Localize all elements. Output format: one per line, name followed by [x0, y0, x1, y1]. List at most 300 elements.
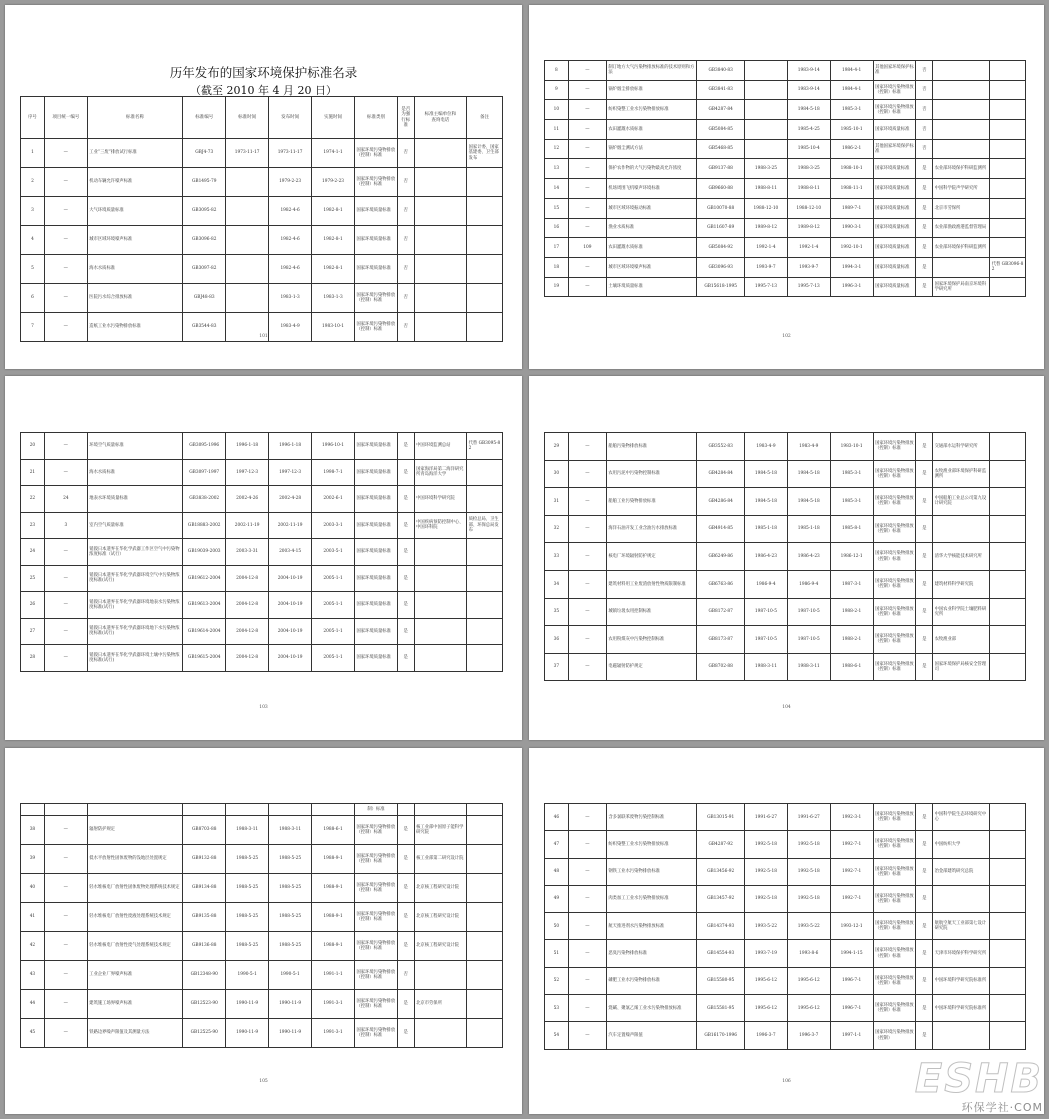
- publish-date-cell: 1988-5-25: [269, 932, 312, 961]
- is-mandatory-cell: 是: [916, 967, 933, 994]
- editor-unit-cell: [414, 565, 466, 592]
- is-mandatory-cell: 是: [916, 218, 933, 238]
- editor-unit-cell: 北京核工程研究设计院: [414, 874, 466, 903]
- standard-category-cell: 国家环境污染物排放（控制）标准: [355, 168, 398, 197]
- is-mandatory-cell: 是: [916, 238, 933, 258]
- publish-date-cell: 2004-10-19: [269, 645, 312, 672]
- row-number-cell: 48: [545, 858, 569, 885]
- remarks-cell: 代替 GB3096-82: [990, 257, 1026, 277]
- effective-date-cell: 1982-8-1: [312, 255, 355, 284]
- is-mandatory-cell: 否: [397, 961, 414, 990]
- project-id-cell: —: [568, 913, 606, 940]
- standard-date-cell: 1988-8-11: [744, 179, 787, 199]
- standard-date-cell: 2004-12-8: [226, 645, 269, 672]
- remarks-cell: [467, 486, 503, 513]
- remarks-cell: [990, 460, 1026, 488]
- row-number-cell: 31: [545, 488, 569, 516]
- is-mandatory-cell: 是: [916, 460, 933, 488]
- is-mandatory-cell: 是: [916, 995, 933, 1022]
- standard-date-cell: 2002-11-19: [226, 512, 269, 539]
- is-mandatory-cell: 是: [397, 592, 414, 619]
- standard-name-cell: 纺织染整工业水污染物排放标准: [606, 100, 696, 120]
- table-row: [545, 995, 1026, 1022]
- standard-name-cell: 锅炉烟尘排放标准: [606, 80, 696, 100]
- standard-code-cell: GB13457-92: [697, 885, 745, 912]
- header-cell: [414, 97, 466, 139]
- standard-category-cell: 国家环境质量标准: [355, 512, 398, 539]
- standard-code-cell: GB6249-86: [697, 543, 745, 571]
- editor-unit-cell: [414, 961, 466, 990]
- is-mandatory-cell: 否: [397, 139, 414, 168]
- project-id-cell: —: [568, 1022, 606, 1049]
- row-number-cell: 46: [545, 804, 569, 831]
- standard-code-cell: GB9132-88: [183, 845, 226, 874]
- remarks-cell: [990, 80, 1026, 100]
- standard-category-cell: 国家环境质量标准: [355, 459, 398, 486]
- effective-date-cell: 2003-5-1: [312, 539, 355, 566]
- standard-category-cell: 国家环境质量标准: [873, 159, 916, 179]
- continued-cell: [21, 804, 45, 816]
- standard-code-cell: GBJ48-83: [183, 284, 226, 313]
- header-cell: 发布时间: [269, 97, 312, 139]
- standard-name-cell: 磷肥工业水污染物排放标准: [606, 967, 696, 994]
- row-number-cell: 17: [545, 238, 569, 258]
- standard-category-cell: 国家环境污染物排放（控制）标准: [355, 313, 398, 342]
- standard-name-cell: 农用粉煤灰中污染物控制标准: [606, 626, 696, 654]
- project-id-cell: —: [44, 645, 87, 672]
- publish-date-cell: 1973-11-17: [269, 139, 312, 168]
- standard-name-cell: 机场周围飞机噪声环境标准: [606, 179, 696, 199]
- publish-date-cell: 1983-9-14: [787, 80, 830, 100]
- row-number-cell: 45: [21, 1019, 45, 1048]
- editor-unit-cell: 北京核工程研究设计院: [414, 932, 466, 961]
- is-mandatory-cell: 否: [397, 226, 414, 255]
- publish-date-cell: 1986-4-23: [787, 543, 830, 571]
- is-mandatory-cell: 是: [916, 831, 933, 858]
- project-id-cell: 109: [568, 238, 606, 258]
- effective-date-cell: 1994-3-1: [830, 257, 873, 277]
- is-mandatory-cell: 否: [916, 139, 933, 159]
- effective-date-cell: 2005-1-1: [312, 618, 355, 645]
- page-105: [5, 748, 522, 1114]
- standards-table: [544, 60, 1026, 297]
- standard-name-cell: 轻水堆核电厂放射性废液处理系统技术规定: [87, 903, 182, 932]
- standard-name-cell: 钢铁工业水污染物排放标准: [606, 858, 696, 885]
- publish-date-cell: 1988-3-11: [269, 816, 312, 845]
- header-cell: 标准类别: [355, 97, 398, 139]
- standard-date-cell: 1997-12-3: [226, 459, 269, 486]
- row-number-cell: 8: [545, 61, 569, 81]
- standard-date-cell: 1986-4-23: [744, 543, 787, 571]
- row-number-cell: 6: [21, 284, 45, 313]
- header-line: 查询电话: [431, 117, 450, 123]
- standard-code-cell: GB3095-1996: [183, 433, 226, 460]
- standard-category-cell: 国家环境污染物排放（控制）标准: [873, 543, 916, 571]
- project-id-cell: —: [44, 168, 87, 197]
- is-mandatory-cell: 否: [916, 100, 933, 120]
- watermark-text: 环保学社·COM: [961, 1101, 1043, 1114]
- row-number-cell: 42: [21, 932, 45, 961]
- standard-name-cell: 销毁日本遗弃在华化学武器环境地表水污染物浓度标准(试行): [87, 592, 182, 619]
- remarks-cell: [467, 1019, 503, 1048]
- editor-unit-cell: [933, 100, 990, 120]
- table-row: [545, 100, 1026, 120]
- project-id-cell: —: [44, 874, 87, 903]
- effective-date-cell: 1988-6-1: [312, 816, 355, 845]
- effective-date-cell: 1988-6-1: [830, 653, 873, 681]
- table-row: [545, 218, 1026, 238]
- standard-name-cell: 建筑施工场界噪声标准: [87, 990, 182, 1019]
- project-id-cell: —: [44, 226, 87, 255]
- standard-category-cell: 国家环境污染物排放（控制）标准: [355, 874, 398, 903]
- standard-date-cell: [226, 284, 269, 313]
- project-id-cell: —: [44, 139, 87, 168]
- standard-code-cell: GB3097-82: [183, 255, 226, 284]
- row-number-cell: 54: [545, 1022, 569, 1049]
- is-mandatory-cell: 是: [397, 618, 414, 645]
- publish-date-cell: 1989-8-12: [787, 218, 830, 238]
- standard-code-cell: GB15581-95: [697, 995, 745, 1022]
- header-line: 标准主编单位和: [424, 112, 457, 118]
- table-row: [545, 80, 1026, 100]
- remarks-cell: [990, 198, 1026, 218]
- standard-code-cell: GB8703-88: [183, 816, 226, 845]
- standards-table: [544, 803, 1026, 1050]
- remarks-cell: 质检总局、卫生部、环保总局发布: [467, 512, 503, 539]
- continued-cell: 制）标准: [355, 804, 398, 816]
- table-row: [21, 592, 503, 619]
- standard-code-cell: GB6763-86: [697, 570, 745, 598]
- effective-date-cell: 1994-1-15: [830, 940, 873, 967]
- standard-name-cell: 渔业水质标准: [606, 218, 696, 238]
- effective-date-cell: 2003-3-1: [312, 512, 355, 539]
- standard-name-cell: 铁路边界噪声限值及其测量方法: [87, 1019, 182, 1048]
- publish-date-cell: 1996-3-7: [787, 1022, 830, 1049]
- standard-name-cell: 销毁日本遗弃在华化学武器环境空气中污染物浓度标准(试行): [87, 565, 182, 592]
- editor-unit-cell: 清华大学核能技术研究所: [933, 543, 990, 571]
- standard-date-cell: 1995-6-12: [744, 967, 787, 994]
- row-number-cell: 5: [21, 255, 45, 284]
- effective-date-cell: 1997-1-1: [830, 1022, 873, 1049]
- table-row: [545, 967, 1026, 994]
- project-id-cell: —: [44, 903, 87, 932]
- row-number-cell: 3: [21, 197, 45, 226]
- project-id-cell: —: [568, 460, 606, 488]
- is-mandatory-cell: 是: [916, 159, 933, 179]
- table-row: [21, 903, 503, 932]
- standard-code-cell: GB19613-2004: [183, 592, 226, 619]
- effective-date-cell: 1985-3-1: [830, 488, 873, 516]
- editor-unit-cell: 国家海洋局第二海洋研究所青岛海洋大学: [414, 459, 466, 486]
- standard-code-cell: GB15580-95: [697, 967, 745, 994]
- publish-date-cell: 1985-1-18: [787, 515, 830, 543]
- page-number: 101: [259, 334, 268, 339]
- table-header-row: [21, 97, 503, 139]
- standard-name-cell: 烧碱、聚氯乙烯工业水污染物排放标准: [606, 995, 696, 1022]
- effective-date-cell: 1989-7-1: [830, 198, 873, 218]
- table-row: [545, 1022, 1026, 1049]
- standard-category-cell: 其他国家环境保护标准: [873, 139, 916, 159]
- standard-date-cell: 1991-6-27: [744, 804, 787, 831]
- is-mandatory-cell: 是: [397, 903, 414, 932]
- table-row: [545, 277, 1026, 297]
- publish-date-cell: 1995-7-13: [787, 277, 830, 297]
- row-number-cell: 7: [21, 313, 45, 342]
- row-number-cell: 20: [21, 433, 45, 460]
- table-row: [21, 645, 503, 672]
- table-row: [545, 598, 1026, 626]
- remarks-cell: [990, 940, 1026, 967]
- standard-date-cell: 1995-7-13: [744, 277, 787, 297]
- standard-name-cell: 汽车定置噪声限值: [606, 1022, 696, 1049]
- standard-name-cell: 海洋石油开发工业含油污水排放标准: [606, 515, 696, 543]
- is-mandatory-cell: 是: [916, 257, 933, 277]
- row-number-cell: 2: [21, 168, 45, 197]
- standard-code-cell: GB9136-88: [183, 932, 226, 961]
- continued-cell: [312, 804, 355, 816]
- standard-name-cell: 核电厂环境辐射防护规定: [606, 543, 696, 571]
- is-mandatory-cell: 否: [397, 255, 414, 284]
- project-id-cell: —: [568, 804, 606, 831]
- publish-date-cell: 1983-4-9: [787, 433, 830, 461]
- effective-date-cell: 1985-10-1: [830, 120, 873, 140]
- standards-table: [20, 432, 503, 672]
- row-number-cell: 19: [545, 277, 569, 297]
- effective-date-cell: 1983-1-3: [312, 284, 355, 313]
- header-cell: 是否为强行标准: [397, 97, 414, 139]
- publish-date-cell: 1987-10-5: [787, 598, 830, 626]
- table-row: [21, 139, 503, 168]
- project-id-cell: —: [44, 459, 87, 486]
- table-row: [545, 139, 1026, 159]
- row-number-cell: 43: [21, 961, 45, 990]
- remarks-cell: [467, 903, 503, 932]
- effective-date-cell: 1979-2-23: [312, 168, 355, 197]
- effective-date-cell: 1984-4-1: [830, 80, 873, 100]
- standard-code-cell: GB5084-85: [697, 120, 745, 140]
- row-number-cell: 15: [545, 198, 569, 218]
- is-mandatory-cell: 是: [916, 940, 933, 967]
- effective-date-cell: 1986-2-1: [830, 139, 873, 159]
- standard-code-cell: GB5468-85: [697, 139, 745, 159]
- publish-date-cell: 1986-9-4: [787, 570, 830, 598]
- publish-date-cell: 1988-12-10: [787, 198, 830, 218]
- standard-date-cell: 1990-5-1: [226, 961, 269, 990]
- row-number-cell: 24: [21, 539, 45, 566]
- effective-date-cell: 2005-1-1: [312, 592, 355, 619]
- standards-table: [544, 432, 1026, 681]
- standard-category-cell: 国家环境质量标准: [355, 255, 398, 284]
- row-number-cell: 25: [21, 565, 45, 592]
- row-number-cell: 27: [21, 618, 45, 645]
- standard-date-cell: 1996-1-18: [226, 433, 269, 460]
- table-row: [21, 459, 503, 486]
- standard-code-cell: GB3096-93: [697, 257, 745, 277]
- standard-name-cell: 农田灌溉水质标准: [606, 120, 696, 140]
- standard-name-cell: 辐射防护规定: [87, 816, 182, 845]
- standard-date-cell: [226, 168, 269, 197]
- table-row: [545, 238, 1026, 258]
- project-id-cell: —: [44, 313, 87, 342]
- standard-category-cell: 国家环境质量标准: [873, 179, 916, 199]
- watermark-logo: ESHB: [914, 1056, 1043, 1102]
- row-number-cell: 10: [545, 100, 569, 120]
- project-id-cell: —: [568, 100, 606, 120]
- standard-category-cell: 国家环境污染物排放（控制）标准: [873, 831, 916, 858]
- standard-category-cell: 国家环境污染物排放（控制）标准: [873, 967, 916, 994]
- row-number-cell: 30: [545, 460, 569, 488]
- is-mandatory-cell: 是: [397, 565, 414, 592]
- remarks-cell: [990, 858, 1026, 885]
- editor-unit-cell: 核工业部中国原子能科学研究院: [414, 816, 466, 845]
- table-row: [21, 539, 503, 566]
- standard-code-cell: GB4286-84: [697, 488, 745, 516]
- standard-date-cell: 1996-3-7: [744, 1022, 787, 1049]
- standard-name-cell: 城镇垃圾农用控制标准: [606, 598, 696, 626]
- standard-code-cell: GB4284-84: [697, 460, 745, 488]
- editor-unit-cell: [414, 1019, 466, 1048]
- standard-category-cell: 国家环境污染物排放（控制）标准: [355, 1019, 398, 1048]
- standard-date-cell: 1984-5-18: [744, 460, 787, 488]
- publish-date-cell: 1983-1-3: [269, 284, 312, 313]
- row-number-cell: 16: [545, 218, 569, 238]
- standard-code-cell: GB3095-82: [183, 197, 226, 226]
- editor-unit-cell: [414, 645, 466, 672]
- editor-unit-cell: 国家环境保护局南京环境科学研究所: [933, 277, 990, 297]
- project-id-cell: —: [44, 816, 87, 845]
- standard-code-cell: GB18883-2002: [183, 512, 226, 539]
- editor-unit-cell: 农业部渔政渔港监督管理局: [933, 218, 990, 238]
- is-mandatory-cell: 否: [916, 61, 933, 81]
- table-row: [21, 565, 503, 592]
- standard-name-cell: 锅炉烟尘测试方法: [606, 139, 696, 159]
- standard-date-cell: 1984-5-18: [744, 488, 787, 516]
- standard-date-cell: 1989-8-12: [744, 218, 787, 238]
- is-mandatory-cell: 是: [916, 804, 933, 831]
- publish-date-cell: 1993-8-6: [787, 940, 830, 967]
- standard-category-cell: 国家环境污染物排放（控制）标准: [355, 990, 398, 1019]
- standard-date-cell: 1983-4-9: [744, 433, 787, 461]
- standard-name-cell: 土壤环境质量标准: [606, 277, 696, 297]
- standard-date-cell: 1992-5-18: [744, 885, 787, 912]
- table-row: [545, 198, 1026, 218]
- standard-date-cell: 2004-12-8: [226, 565, 269, 592]
- editor-unit-cell: [933, 80, 990, 100]
- effective-date-cell: 1990-3-1: [830, 218, 873, 238]
- is-mandatory-cell: 是: [916, 179, 933, 199]
- standard-date-cell: 1990-11-9: [226, 990, 269, 1019]
- editor-unit-cell: [933, 1022, 990, 1049]
- is-mandatory-cell: 是: [397, 539, 414, 566]
- remarks-cell: [467, 592, 503, 619]
- table-row: [545, 653, 1026, 681]
- standard-date-cell: [226, 255, 269, 284]
- remarks-cell: [467, 168, 503, 197]
- standard-code-cell: GB12525-90: [183, 1019, 226, 1048]
- editor-unit-cell: 农业部环境保护科研监测所: [933, 238, 990, 258]
- page-number: 106: [782, 1079, 791, 1084]
- standard-name-cell: 销毁日本遗弃在华化学武器环境土壤中污染物浓度标准(试行): [87, 645, 182, 672]
- remarks-cell: [467, 874, 503, 903]
- continued-cell: [44, 804, 87, 816]
- standard-code-cell: GB3096-82: [183, 226, 226, 255]
- project-id-cell: —: [44, 618, 87, 645]
- table-row: [545, 831, 1026, 858]
- publish-date-cell: 1991-6-27: [787, 804, 830, 831]
- standards-table: [20, 96, 503, 342]
- editor-unit-cell: 中国农业科学院土壤肥料研究所: [933, 598, 990, 626]
- publish-date-cell: 1988-3-11: [787, 653, 830, 681]
- standard-code-cell: GB16170-1996: [697, 1022, 745, 1049]
- editor-unit-cell: 农牧渔业部环境保护科研监测所: [933, 460, 990, 488]
- header-cell: 序号: [21, 97, 45, 139]
- standard-date-cell: 1987-10-5: [744, 626, 787, 654]
- publish-date-cell: 2004-10-19: [269, 592, 312, 619]
- standard-name-cell: 城市区域环境噪声标准: [87, 226, 182, 255]
- standard-category-cell: 国家环境质量标准: [355, 226, 398, 255]
- project-id-cell: —: [568, 179, 606, 199]
- standard-date-cell: 2003-3-31: [226, 539, 269, 566]
- standard-date-cell: [744, 120, 787, 140]
- publish-date-cell: 1988-8-11: [787, 179, 830, 199]
- project-id-cell: —: [568, 433, 606, 461]
- standard-date-cell: 1973-11-17: [226, 139, 269, 168]
- effective-date-cell: 1992-7-1: [830, 885, 873, 912]
- publish-date-cell: 1993-9-7: [787, 257, 830, 277]
- publish-date-cell: 2002-11-19: [269, 512, 312, 539]
- continued-row: [21, 804, 503, 816]
- project-id-cell: —: [44, 255, 87, 284]
- table-row: [21, 932, 503, 961]
- page-number: 104: [782, 705, 791, 710]
- remarks-cell: [990, 995, 1026, 1022]
- continued-cell: [226, 804, 269, 816]
- remarks-cell: [990, 159, 1026, 179]
- remarks-cell: [467, 845, 503, 874]
- publish-date-cell: 1984-5-18: [787, 488, 830, 516]
- row-number-cell: 4: [21, 226, 45, 255]
- editor-unit-cell: [414, 284, 466, 313]
- remarks-cell: [467, 961, 503, 990]
- editor-unit-cell: 中国科学院生态环境研究中心: [933, 804, 990, 831]
- standard-code-cell: GB12348-90: [183, 961, 226, 990]
- standard-code-cell: GB9135-88: [183, 903, 226, 932]
- is-mandatory-cell: 否: [397, 284, 414, 313]
- project-id-cell: —: [44, 284, 87, 313]
- effective-date-cell: 1992-7-1: [830, 831, 873, 858]
- table-row: [21, 845, 503, 874]
- document-subtitle: （截至 2010 年 4 月 20 日）: [190, 84, 337, 97]
- table-row: [21, 433, 503, 460]
- document-title: 历年发布的国家环境保护标准名录: [169, 65, 358, 80]
- standard-name-cell: 轻水堆核电厂放射性固体废物处理系统技术规定: [87, 874, 182, 903]
- publish-date-cell: 1992-1-4: [787, 238, 830, 258]
- standard-category-cell: 国家环境质量标准: [355, 433, 398, 460]
- is-mandatory-cell: 否: [916, 120, 933, 140]
- remarks-cell: [990, 598, 1026, 626]
- is-mandatory-cell: 是: [916, 1022, 933, 1049]
- standard-name-cell: 肉类加工工业水污染物排放标准: [606, 885, 696, 912]
- remarks-cell: [990, 100, 1026, 120]
- editor-unit-cell: [933, 120, 990, 140]
- is-mandatory-cell: 是: [397, 1019, 414, 1048]
- standard-date-cell: 1988-5-25: [226, 845, 269, 874]
- remarks-cell: [990, 543, 1026, 571]
- editor-unit-cell: 农牧渔业部: [933, 626, 990, 654]
- remarks-cell: [990, 179, 1026, 199]
- project-id-cell: —: [568, 967, 606, 994]
- table-row: [21, 168, 503, 197]
